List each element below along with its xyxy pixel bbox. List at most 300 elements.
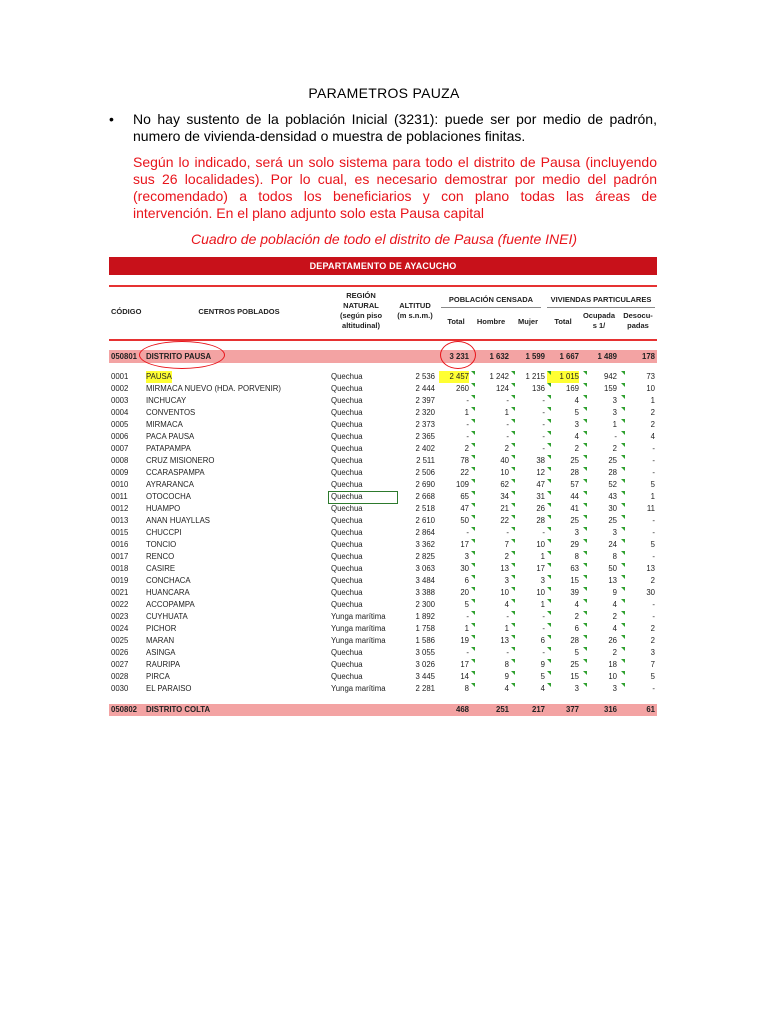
row-ocupadas: 2 bbox=[612, 612, 617, 621]
row-ocupadas: 2 bbox=[612, 648, 617, 657]
row-vtotal: 5 bbox=[574, 408, 579, 417]
cell-indicator-icon bbox=[583, 419, 587, 423]
row-total: 2 457 bbox=[439, 371, 469, 383]
table-row bbox=[109, 683, 657, 695]
cell-indicator-icon bbox=[547, 491, 551, 495]
row-code: 0025 bbox=[111, 636, 129, 645]
cell-indicator-icon bbox=[621, 527, 625, 531]
row-hombre: 2 bbox=[504, 444, 509, 453]
row-mujer: 4 bbox=[540, 684, 545, 693]
row-mujer: 10 bbox=[536, 540, 545, 549]
poblacion-group-line bbox=[441, 307, 541, 308]
cell-indicator-icon bbox=[621, 479, 625, 483]
cell-indicator-icon bbox=[471, 671, 475, 675]
cell-indicator-icon bbox=[471, 515, 475, 519]
bullet-dot-icon: • bbox=[109, 111, 114, 127]
row-code: 0023 bbox=[111, 612, 129, 621]
next-district-hombre: 251 bbox=[495, 705, 509, 714]
header-total: Total bbox=[447, 317, 465, 326]
row-code: 0016 bbox=[111, 540, 129, 549]
row-code: 0008 bbox=[111, 456, 129, 465]
page-title: PARAMETROS PAUZA bbox=[308, 85, 460, 101]
cell-indicator-icon bbox=[583, 479, 587, 483]
row-desocupadas: - bbox=[652, 528, 655, 537]
table-row bbox=[109, 443, 657, 455]
district-name: DISTRITO PAUSA bbox=[146, 352, 212, 361]
row-vtotal: 1 015 bbox=[547, 371, 579, 383]
cell-indicator-icon bbox=[583, 515, 587, 519]
row-mujer: 1 bbox=[540, 600, 545, 609]
district-name-oval bbox=[139, 341, 225, 369]
cell-indicator-icon bbox=[547, 455, 551, 459]
row-name: PATAPAMPA bbox=[146, 444, 191, 453]
row-desocupadas: 73 bbox=[646, 372, 655, 381]
cell-indicator-icon bbox=[471, 599, 475, 603]
row-mujer: 38 bbox=[536, 456, 545, 465]
row-desocupadas: 30 bbox=[646, 588, 655, 597]
row-name: TONCIO bbox=[146, 540, 177, 549]
row-region: Quechua bbox=[331, 552, 363, 561]
table-row bbox=[109, 563, 657, 575]
row-desocupadas: 5 bbox=[650, 480, 655, 489]
row-mujer: 1 bbox=[540, 552, 545, 561]
column-headers bbox=[109, 287, 657, 341]
cell-indicator-icon bbox=[511, 671, 515, 675]
row-ocupadas: 25 bbox=[608, 516, 617, 525]
cell-indicator-icon bbox=[471, 587, 475, 591]
cell-indicator-icon bbox=[471, 467, 475, 471]
district-total-oval bbox=[440, 341, 476, 369]
cell-indicator-icon bbox=[583, 467, 587, 471]
header-ocupadas: Ocupada s 1/ bbox=[582, 311, 616, 330]
row-vtotal: 169 bbox=[565, 384, 579, 393]
row-code: 0015 bbox=[111, 528, 129, 537]
row-vtotal: 3 bbox=[574, 528, 579, 537]
row-total: 3 bbox=[464, 552, 469, 561]
table-row bbox=[109, 455, 657, 467]
district-desocupadas: 178 bbox=[641, 352, 655, 361]
row-mujer: 5 bbox=[540, 672, 545, 681]
row-hombre: 124 bbox=[495, 384, 509, 393]
district-ocupadas: 1 489 bbox=[597, 352, 617, 361]
row-total: - bbox=[466, 528, 469, 537]
row-hombre: 40 bbox=[500, 456, 509, 465]
header-desocupadas: Desocu- padas bbox=[623, 311, 653, 330]
cell-indicator-icon bbox=[471, 563, 475, 567]
cell-indicator-icon bbox=[547, 623, 551, 627]
cell-indicator-icon bbox=[621, 419, 625, 423]
row-name: MIRMACA NUEVO (HDA. PORVENIR) bbox=[146, 384, 282, 393]
row-altitud: 2 365 bbox=[415, 432, 435, 441]
cell-indicator-icon bbox=[471, 551, 475, 555]
row-desocupadas: 5 bbox=[650, 672, 655, 681]
table-row bbox=[109, 407, 657, 419]
row-name: HUANCARA bbox=[146, 588, 190, 597]
cell-indicator-icon bbox=[547, 431, 551, 435]
cell-indicator-icon bbox=[511, 599, 515, 603]
row-code: 0004 bbox=[111, 408, 129, 417]
row-mujer: 26 bbox=[536, 504, 545, 513]
cell-indicator-icon bbox=[547, 515, 551, 519]
row-desocupadas: - bbox=[652, 468, 655, 477]
table-row bbox=[109, 575, 657, 587]
row-vtotal: 57 bbox=[570, 480, 579, 489]
row-vtotal: 3 bbox=[574, 420, 579, 429]
cell-indicator-icon bbox=[511, 419, 515, 423]
next-district-name: DISTRITO COLTA bbox=[146, 705, 211, 714]
row-hombre: 34 bbox=[500, 492, 509, 501]
row-vtotal: 28 bbox=[570, 636, 579, 645]
cell-indicator-icon bbox=[511, 371, 515, 375]
row-region: Quechua bbox=[331, 564, 363, 573]
header-divider bbox=[109, 275, 657, 287]
row-ocupadas: 4 bbox=[612, 600, 617, 609]
cell-indicator-icon bbox=[547, 467, 551, 471]
table-row bbox=[109, 491, 657, 503]
row-mujer: 17 bbox=[536, 564, 545, 573]
cell-indicator-icon bbox=[583, 395, 587, 399]
cell-indicator-icon bbox=[621, 491, 625, 495]
row-region: Quechua bbox=[331, 492, 363, 501]
row-total: - bbox=[466, 396, 469, 405]
table-row bbox=[109, 611, 657, 623]
row-altitud: 3 445 bbox=[415, 672, 435, 681]
cell-indicator-icon bbox=[471, 443, 475, 447]
row-total: 8 bbox=[464, 684, 469, 693]
cell-indicator-icon bbox=[511, 455, 515, 459]
row-code: 0011 bbox=[111, 492, 128, 501]
row-mujer: - bbox=[542, 444, 545, 453]
row-mujer: 12 bbox=[536, 468, 545, 477]
row-desocupadas: 3 bbox=[650, 648, 655, 657]
row-mujer: 1 215 bbox=[525, 372, 545, 381]
row-total: 22 bbox=[460, 468, 469, 477]
cell-indicator-icon bbox=[621, 647, 625, 651]
row-total: 260 bbox=[455, 384, 469, 393]
cell-indicator-icon bbox=[471, 431, 475, 435]
cell-indicator-icon bbox=[547, 371, 551, 375]
red-paragraph: Según lo indicado, será un solo sistema para todo el distrito de Pausa (incluyendo sus 26 localidades). Por lo cual, es necesario demostrar por medio del padrón (recomendado) a todos los beneficiarios y con plano todas las áreas de intervención. En el plano adjunto solo esta Pausa capital bbox=[133, 154, 657, 221]
row-hombre: 13 bbox=[500, 636, 509, 645]
next-district-vtotal: 377 bbox=[565, 705, 579, 714]
row-total: 14 bbox=[460, 672, 469, 681]
cell-indicator-icon bbox=[583, 371, 587, 375]
row-name: CASIRE bbox=[146, 564, 176, 573]
row-ocupadas: 3 bbox=[612, 408, 617, 417]
row-name: CCARASPAMPA bbox=[146, 468, 205, 477]
row-total: 20 bbox=[460, 588, 469, 597]
cell-indicator-icon bbox=[583, 599, 587, 603]
row-code: 0012 bbox=[111, 504, 129, 513]
row-altitud: 2 536 bbox=[415, 372, 435, 381]
row-hombre: 4 bbox=[504, 684, 509, 693]
cell-indicator-icon bbox=[621, 635, 625, 639]
row-code: 0030 bbox=[111, 684, 129, 693]
table-row bbox=[109, 539, 657, 551]
header-mujer: Mujer bbox=[517, 317, 538, 326]
cell-indicator-icon bbox=[583, 383, 587, 387]
cell-indicator-icon bbox=[511, 611, 515, 615]
row-mujer: - bbox=[542, 648, 545, 657]
row-altitud: 2 281 bbox=[415, 684, 435, 693]
district-vtotal: 1 667 bbox=[559, 352, 579, 361]
population-table bbox=[109, 257, 657, 716]
row-vtotal: 2 bbox=[574, 612, 579, 621]
row-mujer: 136 bbox=[531, 384, 545, 393]
cell-indicator-icon bbox=[583, 683, 587, 687]
row-altitud: 1 892 bbox=[415, 612, 435, 621]
cell-indicator-icon bbox=[511, 443, 515, 447]
row-desocupadas: 4 bbox=[650, 432, 655, 441]
row-name: PACA PAUSA bbox=[146, 432, 195, 441]
cell-indicator-icon bbox=[547, 659, 551, 663]
district-code: 050801 bbox=[111, 352, 138, 361]
row-region: Quechua bbox=[331, 504, 363, 513]
row-region: Quechua bbox=[331, 600, 363, 609]
row-ocupadas: 8 bbox=[612, 552, 617, 561]
row-name: ASINGA bbox=[146, 648, 176, 657]
row-altitud: 2 690 bbox=[415, 480, 435, 489]
row-altitud: 2 402 bbox=[415, 444, 435, 453]
row-altitud: 2 444 bbox=[415, 384, 435, 393]
cell-indicator-icon bbox=[583, 491, 587, 495]
cell-indicator-icon bbox=[621, 551, 625, 555]
row-name: CUYHUATA bbox=[146, 612, 188, 621]
row-ocupadas: 28 bbox=[608, 468, 617, 477]
row-desocupadas: 1 bbox=[650, 492, 655, 501]
row-name: CRUZ MISIONERO bbox=[146, 456, 215, 465]
cell-indicator-icon bbox=[471, 539, 475, 543]
row-name: ACCOPAMPA bbox=[146, 600, 195, 609]
row-vtotal: 41 bbox=[570, 504, 579, 513]
cell-indicator-icon bbox=[621, 515, 625, 519]
row-region: Quechua bbox=[331, 648, 363, 657]
row-mujer: - bbox=[542, 624, 545, 633]
row-vtotal: 4 bbox=[574, 600, 579, 609]
row-ocupadas: 50 bbox=[608, 564, 617, 573]
cell-indicator-icon bbox=[471, 395, 475, 399]
cell-indicator-icon bbox=[583, 551, 587, 555]
cell-indicator-icon bbox=[547, 611, 551, 615]
next-district-total: 468 bbox=[455, 705, 469, 714]
cell-indicator-icon bbox=[511, 431, 515, 435]
row-region: Quechua bbox=[331, 516, 363, 525]
row-ocupadas: 4 bbox=[612, 624, 617, 633]
cell-indicator-icon bbox=[547, 683, 551, 687]
row-vtotal: 39 bbox=[570, 588, 579, 597]
row-region: Quechua bbox=[331, 384, 363, 393]
viviendas-group-line bbox=[547, 307, 655, 308]
row-region: Quechua bbox=[331, 480, 363, 489]
cell-indicator-icon bbox=[583, 635, 587, 639]
row-altitud: 3 055 bbox=[415, 648, 435, 657]
row-hombre: 1 242 bbox=[489, 372, 509, 381]
row-code: 0019 bbox=[111, 576, 129, 585]
row-desocupadas: 1 bbox=[650, 396, 655, 405]
row-desocupadas: 2 bbox=[650, 636, 655, 645]
row-total: 30 bbox=[460, 564, 469, 573]
row-ocupadas: 2 bbox=[612, 444, 617, 453]
row-code: 0027 bbox=[111, 660, 129, 669]
row-name: OTOCOCHA bbox=[146, 492, 191, 501]
row-total: 19 bbox=[460, 636, 469, 645]
row-desocupadas: 13 bbox=[646, 564, 655, 573]
row-altitud: 2 506 bbox=[415, 468, 435, 477]
cell-indicator-icon bbox=[511, 383, 515, 387]
row-vtotal: 4 bbox=[574, 432, 579, 441]
row-region: Quechua bbox=[331, 660, 363, 669]
table-row bbox=[109, 515, 657, 527]
row-ocupadas: 52 bbox=[608, 480, 617, 489]
row-name: RENCO bbox=[146, 552, 175, 561]
cell-indicator-icon bbox=[511, 563, 515, 567]
row-desocupadas: 5 bbox=[650, 540, 655, 549]
row-total: 2 bbox=[464, 444, 469, 453]
table-row bbox=[109, 551, 657, 563]
row-name: PICHOR bbox=[146, 624, 177, 633]
row-code: 0002 bbox=[111, 384, 129, 393]
header-codigo: CÓDIGO bbox=[111, 307, 142, 316]
row-ocupadas: - bbox=[614, 432, 617, 441]
row-region: Yunga marítima bbox=[331, 612, 386, 621]
row-name: PIRCA bbox=[146, 672, 170, 681]
row-desocupadas: - bbox=[652, 444, 655, 453]
header-region: REGIÓN NATURAL (según piso altitudinal) bbox=[339, 291, 383, 330]
cell-indicator-icon bbox=[547, 395, 551, 399]
next-district-row bbox=[109, 704, 657, 716]
row-ocupadas: 25 bbox=[608, 456, 617, 465]
cell-indicator-icon bbox=[511, 551, 515, 555]
row-altitud: 2 300 bbox=[415, 600, 435, 609]
cell-indicator-icon bbox=[511, 635, 515, 639]
row-total: - bbox=[466, 420, 469, 429]
row-mujer: - bbox=[542, 432, 545, 441]
row-name: AYRARANCA bbox=[146, 480, 194, 489]
row-code: 0021 bbox=[111, 588, 129, 597]
row-ocupadas: 3 bbox=[612, 684, 617, 693]
row-name: CONVENTOS bbox=[146, 408, 196, 417]
row-ocupadas: 3 bbox=[612, 528, 617, 537]
cell-indicator-icon bbox=[547, 599, 551, 603]
row-desocupadas: - bbox=[652, 684, 655, 693]
cell-indicator-icon bbox=[471, 407, 475, 411]
cell-indicator-icon bbox=[471, 647, 475, 651]
cell-indicator-icon bbox=[621, 371, 625, 375]
table-caption: Cuadro de población de todo el distrito de Pausa (fuente INEI) bbox=[190, 231, 578, 247]
bullet-item bbox=[109, 111, 657, 145]
row-altitud: 3 484 bbox=[415, 576, 435, 585]
table-row bbox=[109, 671, 657, 683]
district-total-row bbox=[109, 350, 657, 363]
cell-indicator-icon bbox=[547, 383, 551, 387]
row-vtotal: 44 bbox=[570, 492, 579, 501]
row-code: 0009 bbox=[111, 468, 129, 477]
row-mujer: - bbox=[542, 612, 545, 621]
row-hombre: 10 bbox=[500, 468, 509, 477]
row-name: EL PARAISO bbox=[146, 684, 192, 693]
row-vtotal: 25 bbox=[570, 456, 579, 465]
header-centros: CENTROS POBLADOS bbox=[198, 307, 280, 316]
row-vtotal: 8 bbox=[574, 552, 579, 561]
row-total: 109 bbox=[455, 480, 469, 489]
row-total: - bbox=[466, 432, 469, 441]
cell-indicator-icon bbox=[583, 503, 587, 507]
row-code: 0005 bbox=[111, 420, 129, 429]
table-row bbox=[109, 431, 657, 443]
table-row bbox=[109, 527, 657, 539]
row-desocupadas: - bbox=[652, 612, 655, 621]
cell-indicator-icon bbox=[547, 563, 551, 567]
cell-indicator-icon bbox=[471, 575, 475, 579]
cell-indicator-icon bbox=[547, 527, 551, 531]
row-vtotal: 15 bbox=[570, 576, 579, 585]
row-hombre: 3 bbox=[504, 576, 509, 585]
row-region: Yunga marítima bbox=[331, 636, 386, 645]
row-altitud: 2 320 bbox=[415, 408, 435, 417]
row-code: 0026 bbox=[111, 648, 129, 657]
row-ocupadas: 3 bbox=[612, 396, 617, 405]
row-code: 0010 bbox=[111, 480, 129, 489]
row-ocupadas: 43 bbox=[608, 492, 617, 501]
row-total: 6 bbox=[464, 576, 469, 585]
cell-indicator-icon bbox=[621, 683, 625, 687]
cell-indicator-icon bbox=[621, 611, 625, 615]
row-ocupadas: 9 bbox=[612, 588, 617, 597]
row-code: 0003 bbox=[111, 396, 129, 405]
row-mujer: 9 bbox=[540, 660, 545, 669]
row-desocupadas: - bbox=[652, 456, 655, 465]
cell-indicator-icon bbox=[511, 395, 515, 399]
table-row bbox=[109, 587, 657, 599]
row-vtotal: 4 bbox=[574, 396, 579, 405]
cell-indicator-icon bbox=[621, 587, 625, 591]
row-altitud: 2 373 bbox=[415, 420, 435, 429]
cell-indicator-icon bbox=[471, 419, 475, 423]
district-mujer: 1 599 bbox=[525, 352, 545, 361]
cell-indicator-icon bbox=[471, 635, 475, 639]
cell-indicator-icon bbox=[621, 407, 625, 411]
cell-indicator-icon bbox=[547, 407, 551, 411]
row-name: MIRMACA bbox=[146, 420, 183, 429]
cell-indicator-icon bbox=[511, 659, 515, 663]
row-region: Quechua bbox=[331, 420, 363, 429]
table-row bbox=[109, 623, 657, 635]
row-hombre: - bbox=[506, 420, 509, 429]
row-name: INCHUCAY bbox=[146, 396, 187, 405]
row-vtotal: 6 bbox=[574, 624, 579, 633]
cell-indicator-icon bbox=[511, 587, 515, 591]
row-desocupadas: - bbox=[652, 600, 655, 609]
row-mujer: - bbox=[542, 408, 545, 417]
cell-indicator-icon bbox=[583, 407, 587, 411]
cell-indicator-icon bbox=[471, 479, 475, 483]
table-row bbox=[109, 467, 657, 479]
header-hombre: Hombre bbox=[476, 317, 506, 326]
row-ocupadas: 30 bbox=[608, 504, 617, 513]
cell-indicator-icon bbox=[511, 647, 515, 651]
cell-indicator-icon bbox=[471, 503, 475, 507]
cell-indicator-icon bbox=[547, 551, 551, 555]
district-hombre: 1 632 bbox=[489, 352, 509, 361]
cell-indicator-icon bbox=[583, 611, 587, 615]
row-altitud: 3 063 bbox=[415, 564, 435, 573]
row-hombre: - bbox=[506, 648, 509, 657]
row-ocupadas: 26 bbox=[608, 636, 617, 645]
cell-indicator-icon bbox=[621, 563, 625, 567]
row-name: ANAN HUAYLLAS bbox=[146, 516, 210, 525]
row-code: 0006 bbox=[111, 432, 129, 441]
cell-indicator-icon bbox=[583, 563, 587, 567]
